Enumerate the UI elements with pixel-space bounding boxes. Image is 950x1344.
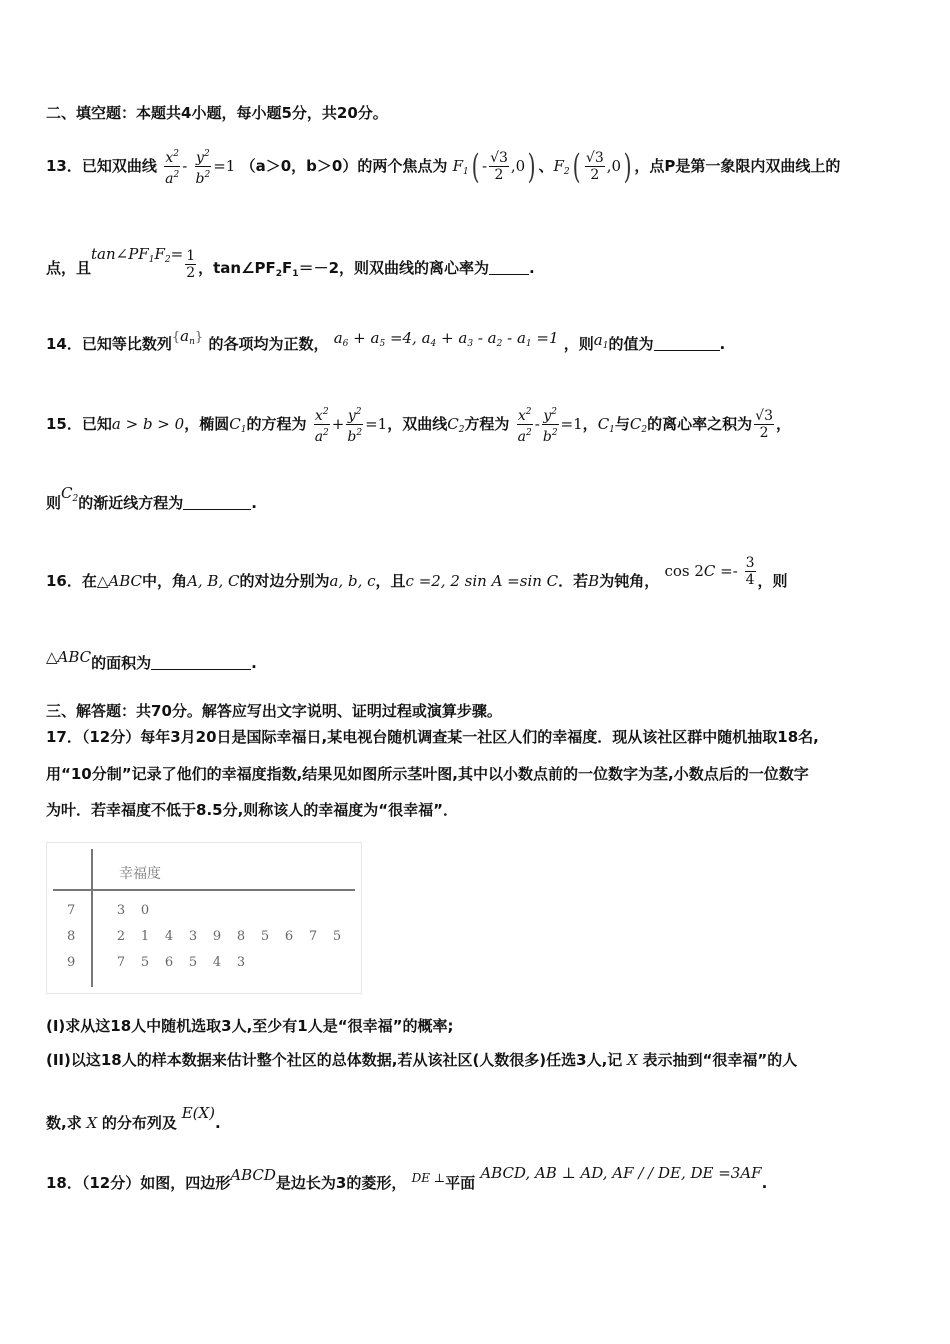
question-14: 14．已知等比数列$\{a_n\}$ 的各项均为正数， $a_6 + a_5 =4$, $a_4 + a_3 - a_2 - a_1 =1$ ，则$a_1$的值为 . xyxy=(46,327,726,353)
question-17-part2: (II)以这18人的样本数据来估计整个社区的总体数据,若从该社区(人数很多)任选3人,记 X 表示抽到“很幸福”的人 xyxy=(46,1051,798,1069)
question-18: 18．（12分）如图，四边形ABCD是边长为3的菱形， $^{DE \perp}$平面 ABCD, AB ⊥ AD, AF / / DE, DE =3AF. xyxy=(46,1164,768,1192)
stem-row: 9 7 5 6 5 4 3 xyxy=(67,955,246,970)
question-17-part2-cont: 数,求 X 的分布列及 E(X). xyxy=(46,1104,221,1132)
stem-row: 7 3 0 xyxy=(67,903,150,918)
question-17-line3: 为叶．若幸福度不低于8.5分,则称该人的幸福度为“很幸福”． xyxy=(46,801,458,819)
question-16-cont: △ABC的面积为 . xyxy=(46,648,257,672)
question-15-cont: 则$C_2$的渐近线方程为 . xyxy=(46,484,257,512)
solve-section-header: 三、解答题：共70分。解答应写出文字说明、证明过程或演算步骤。 xyxy=(46,702,502,720)
question-15: 15．已知a > b > 0，椭圆$C_1$的方程为 $\frac{x^2}{a^2}$ + $\frac{y^2}{b^2}$ =1，双曲线$C_2$方程为 $\frac{x^2}{a^2}$ - $\frac{y^2}{b^2}$ =1，$C_1$与$C_2$的离心率之积为 $\frac{√3}{2}$ ， xyxy=(46,404,791,445)
plot-title: 幸福度 xyxy=(119,866,161,882)
question-16: 16．在△ABC中，角A, B, C的对边分别为a, b, c，且c =2, 2 sin A =sin C．若B为钝角， cos 2C =- $\frac{3}{4}$ ，则 xyxy=(46,555,788,590)
x2-over-a2: $\frac{x^2}{a^2}$ xyxy=(164,146,180,187)
question-17-line2: 用“10分制”记录了他们的幸福度指数,结果见如图所示茎叶图,其中以小数点前的一位数字为茎,小数点后的一位数字 xyxy=(46,765,809,783)
q13-number: 13． xyxy=(46,157,82,175)
answer-blank-14[interactable] xyxy=(654,336,720,351)
header-divider xyxy=(53,889,355,891)
stem-row: 8 2 1 4 3 9 8 5 6 7 5 xyxy=(67,929,342,944)
question-17-part1: (I)求从这18人中随机选取3人,至少有1人是“很幸福”的概率; xyxy=(46,1017,454,1035)
y2-over-b2: $\frac{y^2}{b^2}$ xyxy=(195,146,212,187)
question-17-line1: 17．（12分）每年3月20日是国际幸福日,某电视台随机调查某一社区人们的幸福度．现从该社区群中随机抽取18名, xyxy=(46,728,819,746)
stem-leaf-plot xyxy=(46,842,362,994)
fill-section-header: 二、填空题：本题共4小题，每小题5分，共20分。 xyxy=(46,104,388,122)
question-13-cont: 点，且$\tan\angle PF_1F_2=$ $\frac{1}{2}$ ，$\tan\angle PF_2F_1=-2$，则双曲线的离心率为 . xyxy=(46,245,535,281)
answer-blank-13[interactable] xyxy=(489,260,529,275)
answer-blank-15[interactable] xyxy=(183,495,251,510)
answer-blank-16[interactable] xyxy=(151,655,251,670)
question-13: 13．已知双曲线 $\frac{x^2}{a^2}$ - $\frac{y^2}{b^2}$ =1 （a＞0，b＞0）的两个焦点为 $F_1$( - $\frac{√3}{2}$ ,0) 、$F_2$( $\frac{√3}{2}$ ,0) ，点P是第一象限内双曲线上的 xyxy=(46,146,841,187)
